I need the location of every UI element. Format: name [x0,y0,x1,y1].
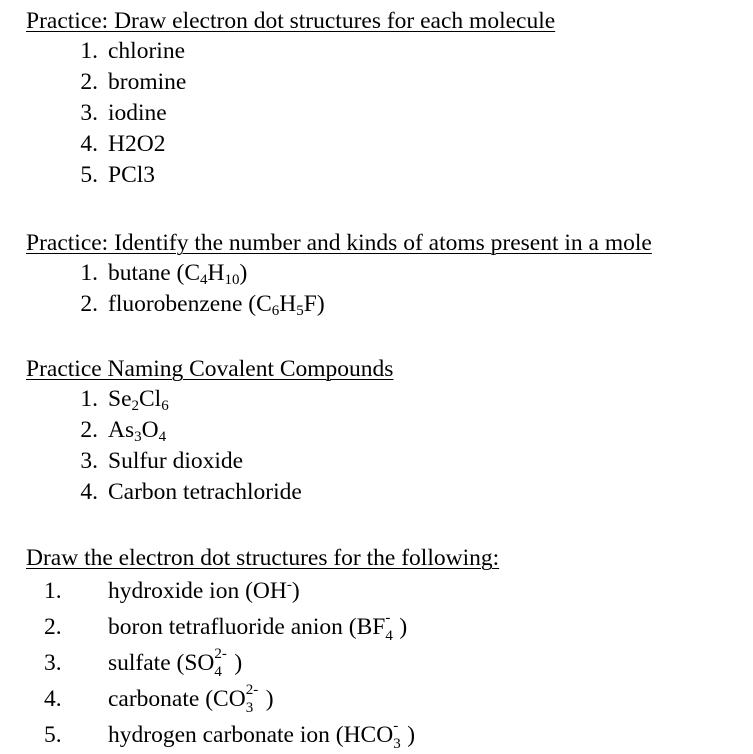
item-text: Carbon tetrachloride [108,479,302,505]
list-item [26,160,555,191]
item-number: 1. [80,386,98,412]
list-item [26,477,393,508]
list-item [26,98,555,129]
item-number: 2. [80,291,98,317]
item-text: hydrogen carbonate ion (HCO - 3 ) [108,718,416,752]
item-number: 2. [80,417,98,443]
item-number: 3. [44,650,62,676]
item-number: 2. [44,614,62,640]
item-number: 1. [44,578,62,604]
item-text: boron tetrafluoride anion (BF - 4 ) [108,610,408,644]
list-item [26,573,499,609]
list-item [26,645,499,681]
item-number: 1. [80,38,98,64]
item-text: H2O2 [108,131,166,157]
section-heading: Practice: Draw electron dot structures for each molecule [26,8,556,34]
chemical-formula: $C_4H_{10}$ [184,260,240,288]
item-number: 3. [80,448,98,474]
item-number: 3. [80,100,98,126]
item-number: 2. [80,69,98,95]
list-item [26,67,555,98]
item-text: fluorobenzene $(C_6H_5F)$ [108,291,325,319]
ion-formula: HCO - 3 [343,718,401,752]
list-item [26,415,393,446]
list-item [26,717,499,753]
chemical-formula: $As_3O_4$ [108,417,167,445]
item-text: hydroxide ion (OH-) [108,577,300,604]
list-item [26,289,652,320]
item-number: 5. [44,722,62,748]
item-text: carbonate (CO 2- 3 ) [108,682,274,716]
ion-formula: CO 2- 3 [213,682,259,716]
item-text: iodine [108,100,167,126]
list-item [26,129,555,160]
list-item [26,681,499,717]
item-number: 4. [44,686,62,712]
list-item [26,36,555,67]
ion-formula: BF - 4 [356,610,393,644]
ion-formula: OH- [252,577,292,604]
section-ion-dot-structures [26,543,499,753]
item-text: sulfate (SO 2- 4 ) [108,646,243,680]
chemical-formula: $C_6H_5F$ [256,291,317,319]
list-item [26,258,652,289]
item-text: chlorine [108,38,185,64]
section-identify-atoms [26,228,652,320]
ion-formula: SO 2- 4 [184,646,227,680]
section-naming-covalent [26,354,393,508]
item-number: 4. [80,479,98,505]
section-heading: Draw the electron dot structures for the following: [26,545,500,571]
list-item [26,446,393,477]
item-text: butane $(C_4H_{10})$ [108,260,248,288]
item-text: Sulfur dioxide [108,448,244,474]
section-heading: Practice: Identify the number and kinds of atoms present in a mole [26,230,652,256]
chemical-formula: $Se_2Cl_6$ [108,386,169,414]
item-number: 4. [80,131,98,157]
list-item [26,609,499,645]
section-heading: Practice Naming Covalent Compounds [26,356,394,382]
section-electron-dot-molecules [26,6,555,191]
item-number: 1. [80,260,98,286]
item-number: 5. [80,162,98,188]
list-item [26,384,393,415]
item-text: PCl3 [108,162,156,188]
item-text: bromine [108,69,187,95]
